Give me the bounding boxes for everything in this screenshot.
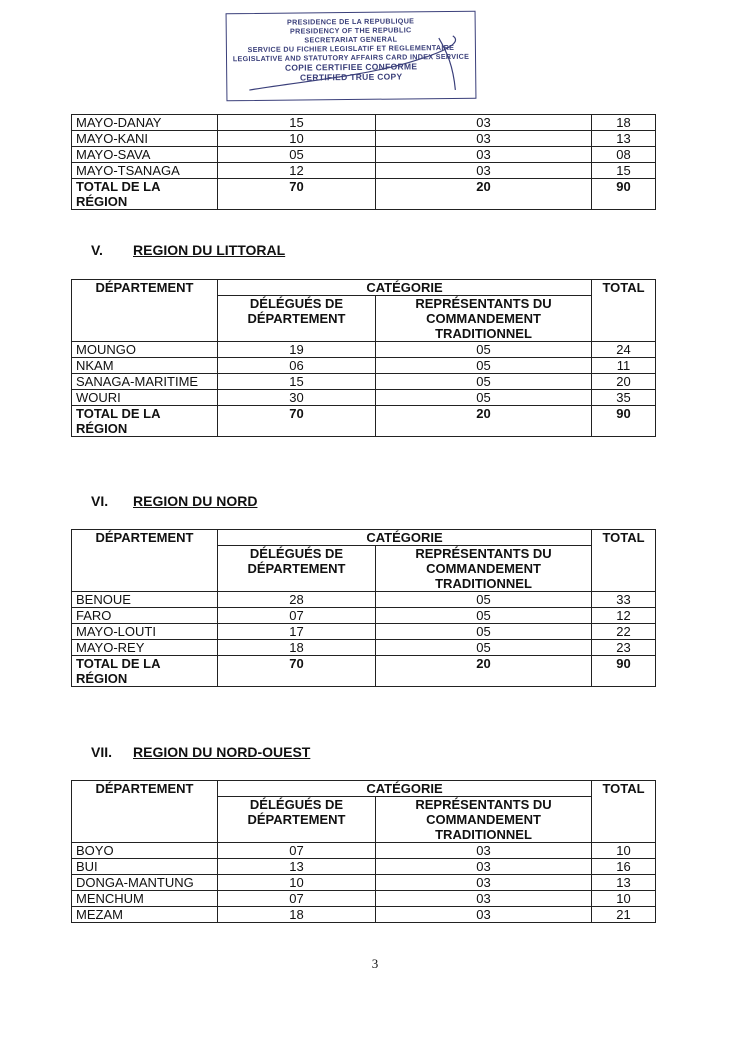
- department-cell: BOYO: [72, 843, 218, 859]
- section-title-littoral: [91, 242, 285, 258]
- stamp-line-5: LEGISLATIVE AND STATUTORY AFFAIRS CARD INDEX SERVICE: [232, 51, 470, 64]
- total-cell: 22: [592, 624, 656, 640]
- header-representants: REPRÉSENTANTS DU COMMANDEMENT TRADITIONNEL: [376, 546, 592, 592]
- delegates-cell: 70: [218, 406, 376, 437]
- header-row: [72, 280, 656, 296]
- delegates-cell: 10: [218, 131, 376, 147]
- total-cell: 23: [592, 640, 656, 656]
- table-row: [72, 390, 656, 406]
- total-cell: 90: [592, 179, 656, 210]
- delegates-cell: 10: [218, 875, 376, 891]
- header-delegues: DÉLÉGUÉS DE DÉPARTEMENT: [218, 296, 376, 342]
- delegates-cell: 17: [218, 624, 376, 640]
- header-delegues: DÉLÉGUÉS DE DÉPARTEMENT: [218, 546, 376, 592]
- representatives-cell: 03: [376, 147, 592, 163]
- delegates-cell: 13: [218, 859, 376, 875]
- total-cell: 20: [592, 374, 656, 390]
- stamp-line-4: SERVICE DU FICHIER LEGISLATIF ET REGLEMENTAIRE: [247, 42, 455, 55]
- table-row: [72, 163, 656, 179]
- total-row: [72, 656, 656, 687]
- delegates-cell: 70: [218, 179, 376, 210]
- delegates-cell: 05: [218, 147, 376, 163]
- department-cell: BENOUE: [72, 592, 218, 608]
- representatives-cell: 03: [376, 115, 592, 131]
- stamp-line-1: PRESIDENCE DE LA REPUBLIQUE: [286, 16, 415, 27]
- department-cell: DONGA-MANTUNG: [72, 875, 218, 891]
- header-representants: REPRÉSENTANTS DU COMMANDEMENT TRADITIONNEL: [376, 296, 592, 342]
- section-name: REGION DU NORD-OUEST: [133, 744, 311, 760]
- table-row: [72, 374, 656, 390]
- header-departement: DÉPARTEMENT: [72, 781, 218, 843]
- department-cell: MAYO-KANI: [72, 131, 218, 147]
- total-cell: 12: [592, 608, 656, 624]
- section-title-nord-ouest: [91, 744, 310, 760]
- table-littoral: [71, 279, 656, 437]
- delegates-cell: 15: [218, 115, 376, 131]
- table-row: [72, 875, 656, 891]
- total-cell: 90: [592, 406, 656, 437]
- section-title-nord: [91, 493, 257, 509]
- total-row: [72, 179, 656, 210]
- representatives-cell: 03: [376, 163, 592, 179]
- delegates-cell: 18: [218, 907, 376, 923]
- table-row: [72, 907, 656, 923]
- representatives-cell: 05: [376, 624, 592, 640]
- representatives-cell: 05: [376, 390, 592, 406]
- total-cell: 10: [592, 843, 656, 859]
- header-categorie: CATÉGORIE: [218, 530, 592, 546]
- total-cell: 90: [592, 656, 656, 687]
- representatives-cell: 20: [376, 656, 592, 687]
- certified-copy-stamp: [226, 11, 477, 102]
- table-row: [72, 358, 656, 374]
- stamp-line-3: SECRETARIAT GENERAL: [304, 34, 398, 45]
- representatives-cell: 05: [376, 640, 592, 656]
- delegates-cell: 18: [218, 640, 376, 656]
- department-cell: WOURI: [72, 390, 218, 406]
- page-number: 3: [371, 956, 379, 971]
- total-cell: 11: [592, 358, 656, 374]
- table-row: [72, 342, 656, 358]
- department-cell: MAYO-REY: [72, 640, 218, 656]
- total-cell: 24: [592, 342, 656, 358]
- department-cell: SANAGA-MARITIME: [72, 374, 218, 390]
- department-cell: TOTAL DE LA RÉGION: [72, 656, 218, 687]
- total-cell: 13: [592, 131, 656, 147]
- total-row: [72, 406, 656, 437]
- table-row: [72, 624, 656, 640]
- header-row: [72, 781, 656, 797]
- delegates-cell: 15: [218, 374, 376, 390]
- representatives-cell: 20: [376, 406, 592, 437]
- representatives-cell: 05: [376, 342, 592, 358]
- delegates-cell: 28: [218, 592, 376, 608]
- delegates-cell: 07: [218, 891, 376, 907]
- delegates-cell: 30: [218, 390, 376, 406]
- total-cell: 35: [592, 390, 656, 406]
- section-number: VI.: [91, 493, 109, 509]
- representatives-cell: 20: [376, 179, 592, 210]
- header-total: TOTAL: [592, 530, 656, 592]
- section-name: REGION DU LITTORAL: [133, 242, 286, 258]
- total-cell: 16: [592, 859, 656, 875]
- department-cell: MAYO-DANAY: [72, 115, 218, 131]
- header-categorie: CATÉGORIE: [218, 280, 592, 296]
- representatives-cell: 05: [376, 592, 592, 608]
- representatives-cell: 05: [376, 608, 592, 624]
- total-cell: 33: [592, 592, 656, 608]
- table-row: [72, 608, 656, 624]
- delegates-cell: 07: [218, 843, 376, 859]
- department-cell: TOTAL DE LA RÉGION: [72, 406, 218, 437]
- table-row: [72, 640, 656, 656]
- representatives-cell: 03: [376, 875, 592, 891]
- department-cell: FARO: [72, 608, 218, 624]
- header-representants: REPRÉSENTANTS DU COMMANDEMENT TRADITIONNEL: [376, 797, 592, 843]
- table-row: [72, 891, 656, 907]
- table-region-continued: [71, 114, 656, 210]
- representatives-cell: 03: [376, 907, 592, 923]
- delegates-cell: 06: [218, 358, 376, 374]
- section-number: V.: [91, 242, 103, 258]
- department-cell: MOUNGO: [72, 342, 218, 358]
- header-departement: DÉPARTEMENT: [72, 530, 218, 592]
- header-delegues: DÉLÉGUÉS DE DÉPARTEMENT: [218, 797, 376, 843]
- stamp-line-2: PRESIDENCY OF THE REPUBLIC: [289, 25, 412, 36]
- department-cell: NKAM: [72, 358, 218, 374]
- department-cell: MENCHUM: [72, 891, 218, 907]
- section-number: VII.: [91, 744, 113, 760]
- representatives-cell: 03: [376, 131, 592, 147]
- table-row: [72, 147, 656, 163]
- total-cell: 18: [592, 115, 656, 131]
- representatives-cell: 03: [376, 891, 592, 907]
- stamp-line-6: COPIE CERTIFIEE CONFORME: [284, 61, 418, 73]
- table-row: [72, 843, 656, 859]
- delegates-cell: 07: [218, 608, 376, 624]
- total-cell: 13: [592, 875, 656, 891]
- table-row: [72, 592, 656, 608]
- header-total: TOTAL: [592, 280, 656, 342]
- delegates-cell: 12: [218, 163, 376, 179]
- representatives-cell: 05: [376, 374, 592, 390]
- table-nord: [71, 529, 656, 687]
- total-cell: 08: [592, 147, 656, 163]
- total-cell: 21: [592, 907, 656, 923]
- representatives-cell: 03: [376, 843, 592, 859]
- header-total: TOTAL: [592, 781, 656, 843]
- delegates-cell: 19: [218, 342, 376, 358]
- header-departement: DÉPARTEMENT: [72, 280, 218, 342]
- signature-icon: [239, 32, 470, 96]
- table-nord-ouest: [71, 780, 656, 923]
- header-categorie: CATÉGORIE: [218, 781, 592, 797]
- department-cell: MAYO-SAVA: [72, 147, 218, 163]
- header-row: [72, 530, 656, 546]
- department-cell: MAYO-LOUTI: [72, 624, 218, 640]
- representatives-cell: 05: [376, 358, 592, 374]
- section-name: REGION DU NORD: [133, 493, 258, 509]
- delegates-cell: 70: [218, 656, 376, 687]
- table-row: [72, 115, 656, 131]
- total-cell: 10: [592, 891, 656, 907]
- table-row: [72, 859, 656, 875]
- department-cell: TOTAL DE LA RÉGION: [72, 179, 218, 210]
- total-cell: 15: [592, 163, 656, 179]
- stamp-line-7: CERTIFIED TRUE COPY: [299, 71, 403, 83]
- department-cell: BUI: [72, 859, 218, 875]
- table-row: [72, 131, 656, 147]
- department-cell: MEZAM: [72, 907, 218, 923]
- representatives-cell: 03: [376, 859, 592, 875]
- department-cell: MAYO-TSANAGA: [72, 163, 218, 179]
